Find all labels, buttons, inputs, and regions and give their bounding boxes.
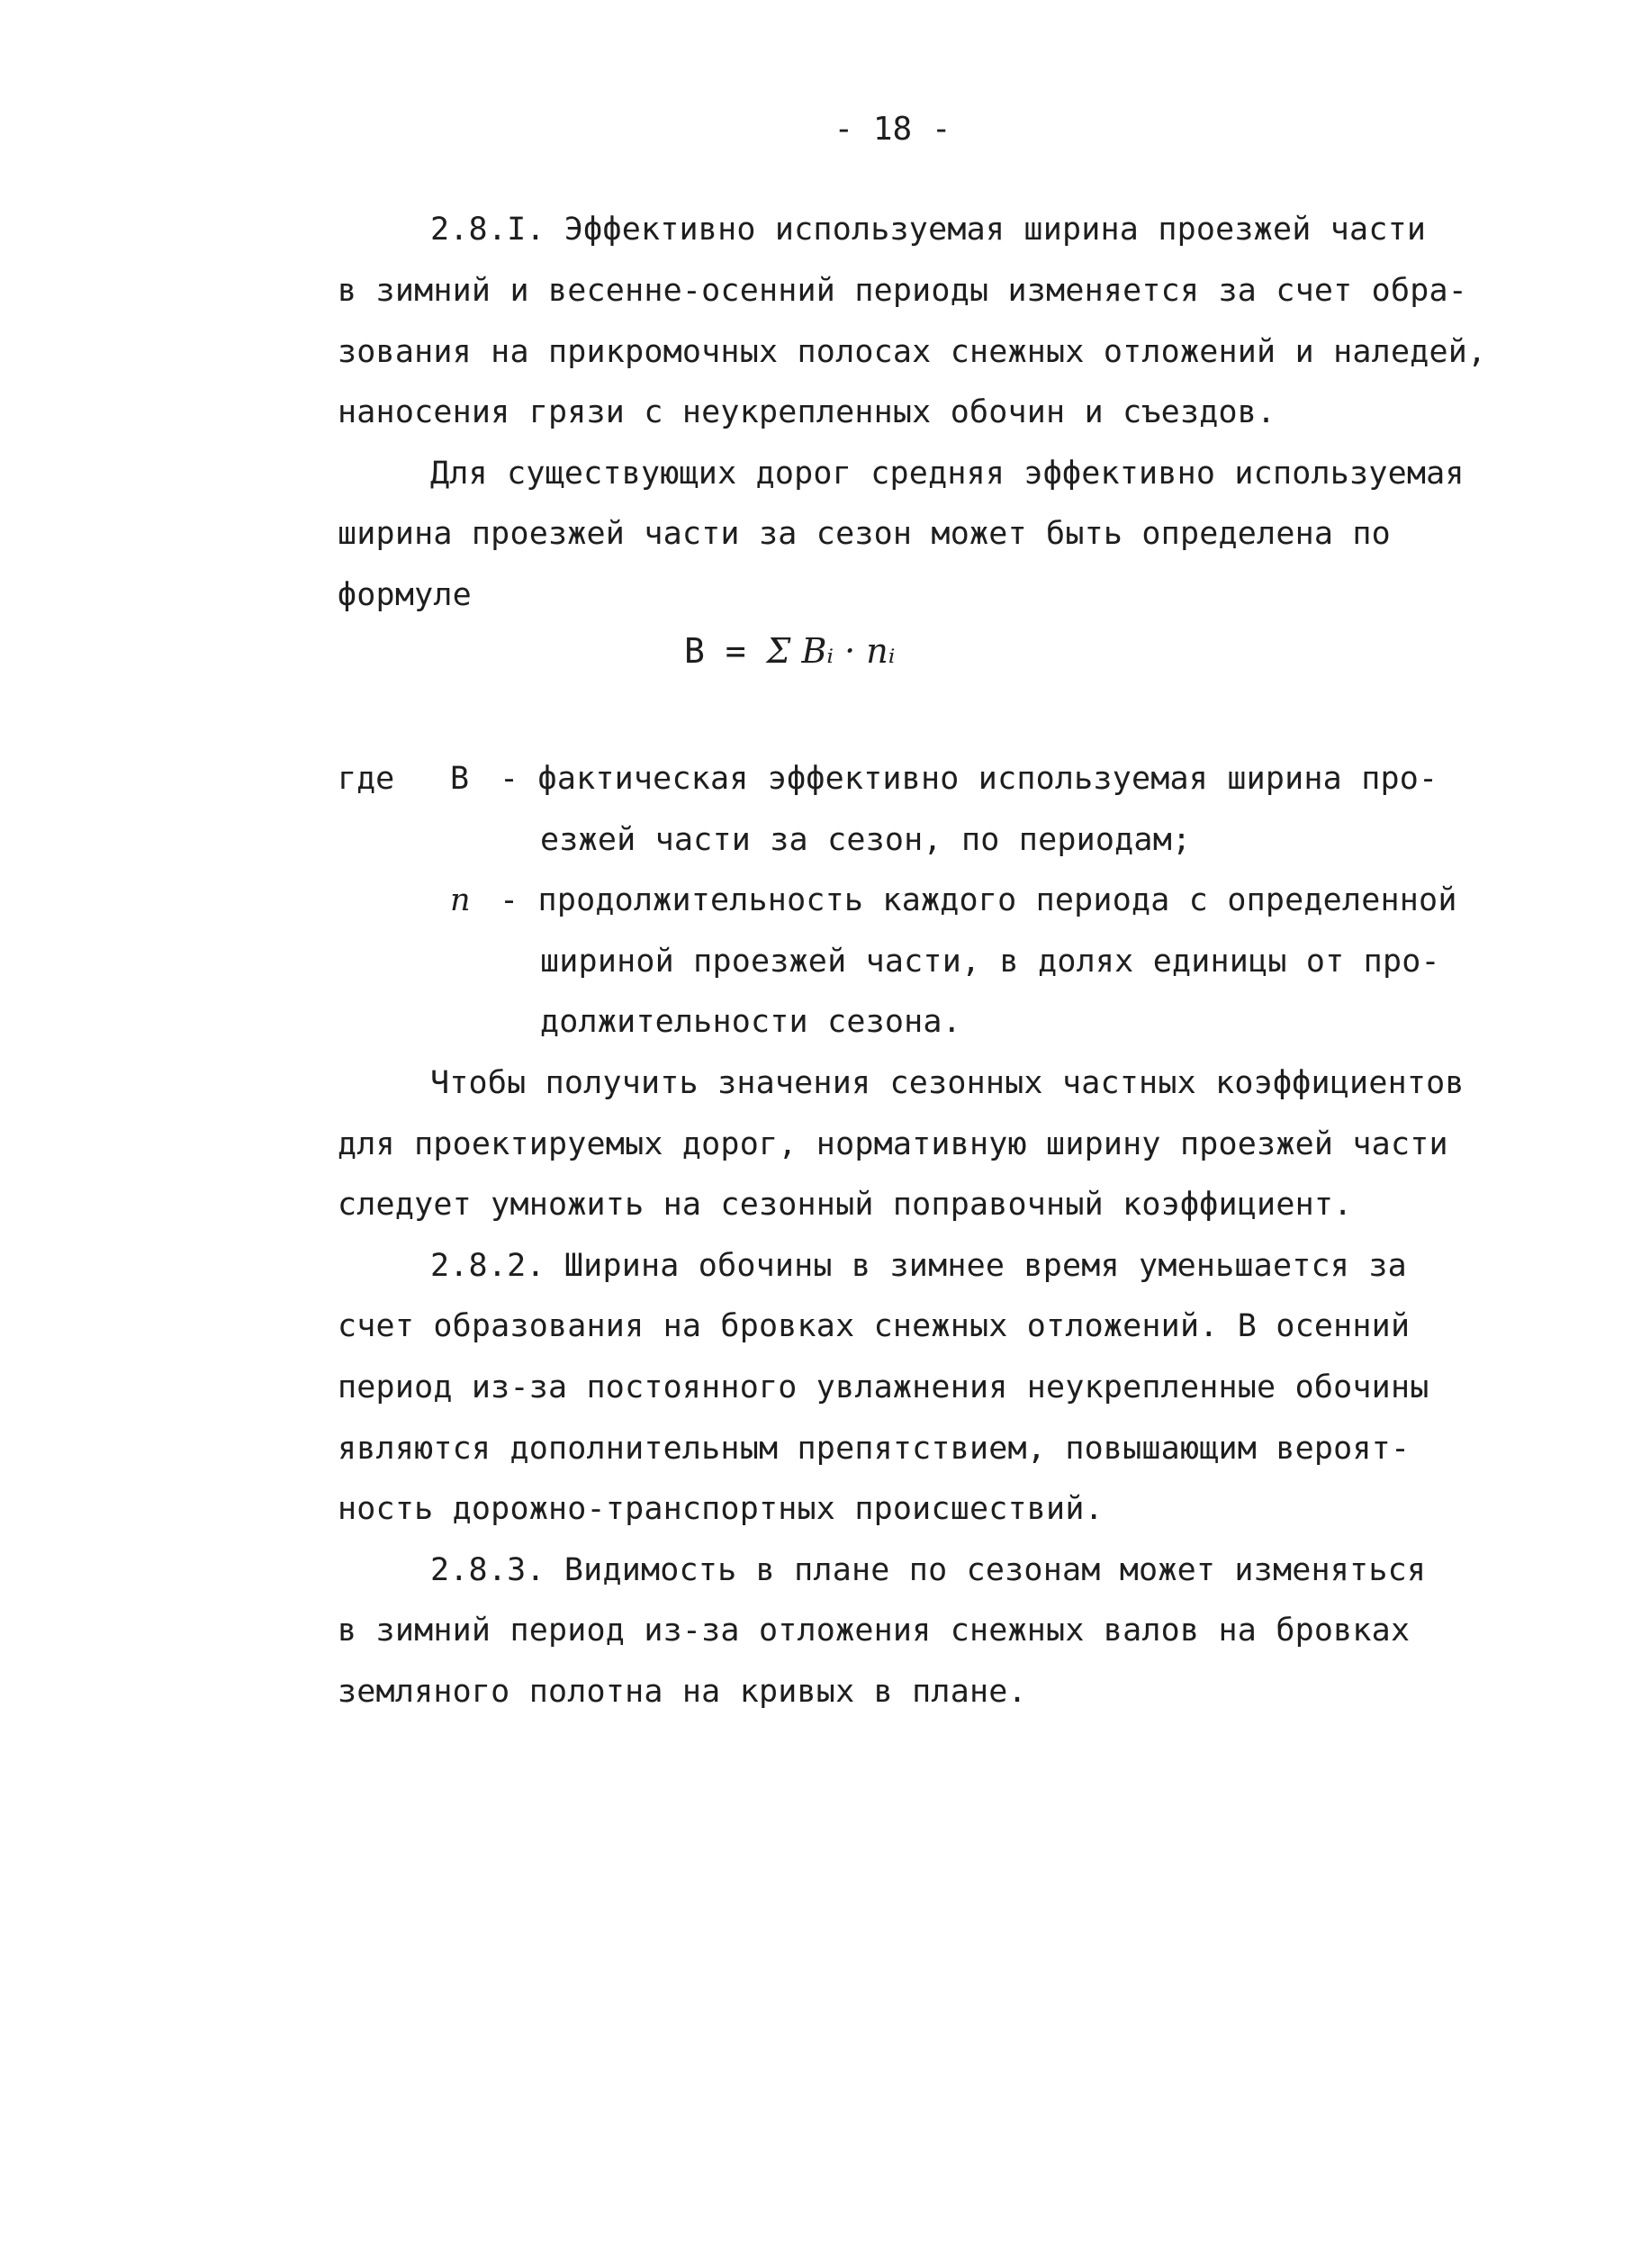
section-2-8-1-line: 2.8.I. Эффективно используемая ширина проезжей части (430, 212, 1427, 248)
section-2-8-2-line: период из-за постоянного увлажнения неукрепленные обочины (338, 1369, 1429, 1405)
section-2-8-1-line: наносения грязи с неукрепленных обочин и съездов. (338, 394, 1276, 430)
section-2-8-3-line: земляного полотна на кривых в плане. (338, 1674, 1027, 1710)
section-2-8-3-line: в зимний период из-за отложения снежных валов на бровках (338, 1613, 1411, 1649)
section-2-8-2-line: счет образования на бровках снежных отложений. В осенний (338, 1308, 1411, 1344)
definition-symbol: B (450, 761, 470, 797)
section-2-8-3-line: 2.8.3. Видимость в плане по сезонам может изменяться (430, 1552, 1427, 1588)
formula-lhs: B = (684, 631, 767, 671)
section-2-8-1-line: в зимний и весенне-осенний периоды изменяется за счет обра- (338, 273, 1468, 309)
existing-roads-line: ширина проезжей части за сезон может быть определена по (338, 516, 1391, 552)
definition-line: езжей части за сезон, по периодам; (540, 822, 1192, 858)
definition-line: должительности сезона. (540, 1004, 961, 1040)
where-label: где (338, 761, 395, 797)
section-2-8-2-line: ность дорожно-транспортных происшествий. (338, 1491, 1104, 1527)
definition-line: - продолжительность каждого периода с определенной (500, 882, 1457, 918)
definition-symbol: n (450, 882, 471, 918)
seasonal-coefficients-line: для проектируемых дорог, нормативную ширину проезжей части (338, 1126, 1448, 1162)
section-2-8-2-line: 2.8.2. Ширина обочины в зимнее время уменьшается за (430, 1248, 1407, 1284)
seasonal-coefficients-line: следует умножить на сезонный поправочный коэффициент. (338, 1187, 1353, 1223)
existing-roads-line: Для существующих дорог средняя эффективно используемая (430, 456, 1465, 492)
definition-line: шириной проезжей части, в долях единицы от про- (540, 944, 1440, 980)
page-number: - 18 - (834, 111, 951, 148)
formula-rhs: Σ Bᵢ · nᵢ (766, 631, 896, 671)
seasonal-coefficients-line: Чтобы получить значения сезонных частных коэффициентов (430, 1065, 1465, 1101)
existing-roads-line: формуле (338, 577, 472, 613)
section-2-8-2-line: являются дополнительным препятствием, повышающим вероят- (338, 1431, 1411, 1467)
section-2-8-1-line: зования на прикромочных полосах снежных отложений и наледей, (338, 334, 1487, 370)
formula (684, 621, 895, 682)
definition-line: - фактическая эффективно используемая ширина про- (500, 761, 1438, 797)
